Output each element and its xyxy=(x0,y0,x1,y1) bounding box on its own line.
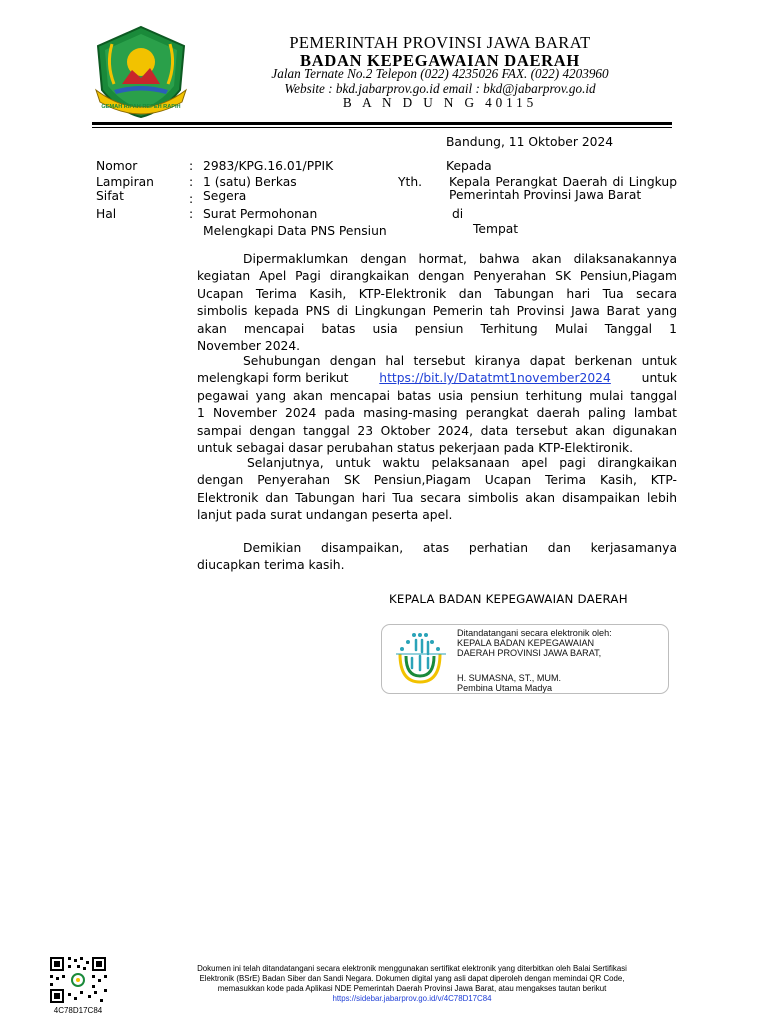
paragraph-line: Demikian disampaikan, atas perhatian dan kerjasamanya xyxy=(243,541,677,555)
lampiran-colon: : xyxy=(189,175,194,189)
signer-rank: Pembina Utama Madya xyxy=(457,683,553,693)
link-lead-text: melengkapi form berikut xyxy=(197,371,349,386)
paragraph-line: sampai dengan tanggal 23 Oktober 2024, data tersebut akan digunakan xyxy=(197,423,677,438)
paragraph-line: akan mencapai batas usia pensiun Terhitung Mulai Tanggal 1 xyxy=(197,321,677,336)
nomor-label: Nomor xyxy=(96,159,138,173)
letterhead-divider-thin xyxy=(92,127,672,128)
paragraph-line: Dipermaklumkan dengan hormat, bahwa akan dilaksanakannya xyxy=(243,252,677,266)
body-paragraph-3 xyxy=(197,455,677,525)
qr-code-icon xyxy=(48,955,108,1005)
agency-city: B A N D U N G 40115 xyxy=(342,95,538,110)
body-paragraph-2 xyxy=(197,353,677,457)
body-paragraph-4 xyxy=(197,540,677,575)
paragraph-line: pegawai yang akan mencapai batas usia pensiun terhitung mulai tanggal xyxy=(197,388,677,403)
paragraph-line: Ucapan Terima Kasih, KTP-Elektronik dan Tabungan hari Tua secara xyxy=(197,286,677,301)
form-link[interactable]: https://bit.ly/Datatmt1november2024 xyxy=(379,371,611,386)
qr-verification-code: 4C78D17C84 xyxy=(53,1006,103,1015)
government-name: PEMERINTAH PROVINSI JAWA BARAT xyxy=(289,33,591,52)
agency-name: BADAN KEPEGAWAIAN DAERAH xyxy=(300,51,580,70)
paragraph-line: November 2024. xyxy=(197,338,301,353)
paragraph-line: diucapkan terima kasih. xyxy=(197,558,345,573)
paragraph-line: Selanjutnya, untuk waktu pelaksanaan apel pagi dirangkaikan xyxy=(247,456,677,470)
agency-website: Website : bkd.jabarprov.go.id email : bkd@jabarprov.go.id xyxy=(284,81,596,96)
paragraph-line: untuk sebagai dasar perubahan status pekerjaan pada KTP-Elektironik. xyxy=(197,440,634,455)
letterhead-divider-thick xyxy=(92,122,672,125)
recipient-line-1: Kepala Perangkat Daerah di Lingkup xyxy=(449,175,677,189)
paragraph-line: 1 November 2024 pada masing-masing perangkat daerah paling lambat xyxy=(197,406,677,421)
letter-date: Bandung, 11 Oktober 2024 xyxy=(446,135,614,149)
sifat-colon: : xyxy=(189,192,194,206)
paragraph-line: Elektronik dan Tabungan hari Tua secara simbolis akan disampaikan lebih xyxy=(197,490,677,505)
lampiran-label: Lampiran xyxy=(96,175,154,189)
footer-notice-line-2: Elektronik (BSrE) Badan Siber dan Sandi Negara. Dokumen digital yang asli dapat diperoleh dengan memindai QR Code, xyxy=(199,974,625,983)
signer-position-line-2: DAERAH PROVINSI JAWA BARAT, xyxy=(457,648,602,658)
hal-colon: : xyxy=(189,207,194,221)
verification-link[interactable]: https://sidebar.jabarprov.go.id/v/4C78D17C84 xyxy=(332,994,492,1003)
paragraph-line: lanjut pada surat undangan peserta apel. xyxy=(197,508,453,523)
body-paragraph-1 xyxy=(197,251,677,355)
recipient-tempat: Tempat xyxy=(473,222,519,236)
signer-title: KEPALA BADAN KEPEGAWAIAN DAERAH xyxy=(389,592,628,606)
hal-value-line-2: Melengkapi Data PNS Pensiun xyxy=(203,224,387,238)
signer-name: H. SUMASNA, ST., MUM. xyxy=(457,673,562,683)
sifat-value: Segera xyxy=(203,189,247,203)
paragraph-line-with-link xyxy=(197,370,677,387)
bsre-signature-logo-icon xyxy=(392,630,450,688)
recipient-line-2: Pemerintah Provinsi Jawa Barat xyxy=(449,188,642,202)
agency-address: Jalan Ternate No.2 Telepon (022) 4235026 FAX. (022) 4203960 xyxy=(271,66,609,81)
nomor-colon: : xyxy=(189,159,194,173)
paragraph-line: kegiatan Apel Pagi dirangkaikan dengan Penyerahan SK Pensiun,Piagam xyxy=(197,269,677,284)
signer-position-line-1: KEPALA BADAN KEPEGAWAIAN xyxy=(457,638,595,648)
recipient-di: di xyxy=(452,207,464,221)
hal-value-line-1: Surat Permohonan xyxy=(203,207,318,221)
paragraph-line: simbolis kepada PNS di Lingkungan Pemerin tah Provinsi Jawa Barat yang xyxy=(197,304,677,319)
footer-notice-line-3: memasukkan kode pada Aplikasi NDE Pemerintah Daerah Provinsi Jawa Barat, atau mengakses tautan berikut xyxy=(217,984,607,993)
emblem-motto: GEMAH RIPAH REPEH RAPIH xyxy=(101,104,181,110)
sifat-label: Sifat xyxy=(96,189,124,203)
recipient-yth: Yth. xyxy=(398,175,423,189)
lampiran-value: 1 (satu) Berkas xyxy=(203,175,297,189)
paragraph-line: Sehubungan dengan hal tersebut kiranya dapat berkenan untuk xyxy=(243,354,677,368)
recipient-kepada: Kepada xyxy=(446,159,492,173)
nomor-value: 2983/KPG.16.01/PPIK xyxy=(203,159,334,173)
signed-by-label: Ditandatangani secara elektronik oleh: xyxy=(457,628,612,638)
link-trail-text: untuk xyxy=(641,371,677,386)
hal-label: Hal xyxy=(96,207,117,221)
footer-notice-line-1: Dokumen ini telah ditandatangani secara elektronik menggunakan sertifikat elektronik yang diterbitkan oleh Balai Sertifikasi xyxy=(197,964,627,973)
paragraph-line: dengan Penyerahan SK Pensiun,Piagam Ucapan Terima Kasih, KTP- xyxy=(197,473,677,488)
